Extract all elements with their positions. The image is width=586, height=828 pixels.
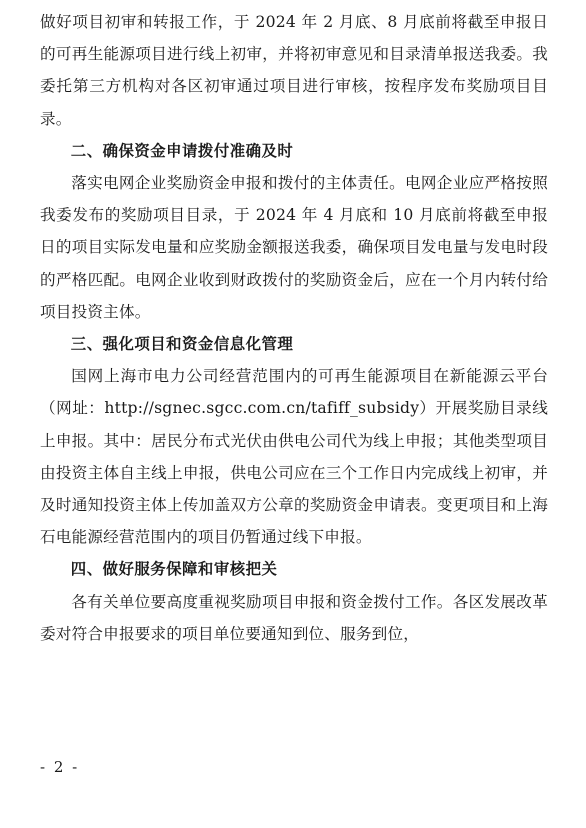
section-heading-2: 二、确保资金申请拨付准确及时 [70, 141, 294, 160]
paragraph-3: 国网上海市电力公司经营范围内的可再生能源项目在新能源云平台（网址：http://sgnec.sgcc.com.cn/tafiff_subsidy）开展奖励目录线上申报。其中：居民分布式光伏由供电公司代为线上申报；其他类型项目由投资主体自主线上申报，供电公司应在三个工作日内完成线上初审，并及时通知投资主体上传加盖双方公章的奖励资金申请表。变更项目和上海石电能源经营范围内的项目仍暂通过线下申报。 [40, 367, 548, 547]
section-heading-3: 三、强化项目和资金信息化管理 [70, 335, 294, 354]
paragraph-2: 落实电网企业奖励资金申报和拨付的主体责任。电网企业应严格按照我委发布的奖励项目目录，于 2024 年 4 月底和 10 月底前将截至申报日的项目实际发电量和应奖励金额报送我委，确保项目发电量与发电时段的严格匹配。电网企业收到财政拨付的奖励资金后，应在一个月内转付给项目投资主体。 [40, 174, 548, 321]
page-number: - 2 - [40, 758, 80, 776]
paragraph-4: 各有关单位要高度重视奖励项目申报和资金拨付工作。各区发展改革委对符合申报要求的项目单位要通知到位、服务到位， [40, 592, 548, 643]
paragraph-1: 做好项目初审和转报工作，于 2024 年 2 月底、8 月底前将截至申报日的可再生能源项目进行线上初审，并将初审意见和目录清单报送我委。我委托第三方机构对各区初审通过项目进行审核，按程序发布奖励项目目录。 [40, 13, 548, 128]
document-body [40, 6, 548, 650]
section-heading-4: 四、做好服务保障和审核把关 [70, 560, 278, 579]
